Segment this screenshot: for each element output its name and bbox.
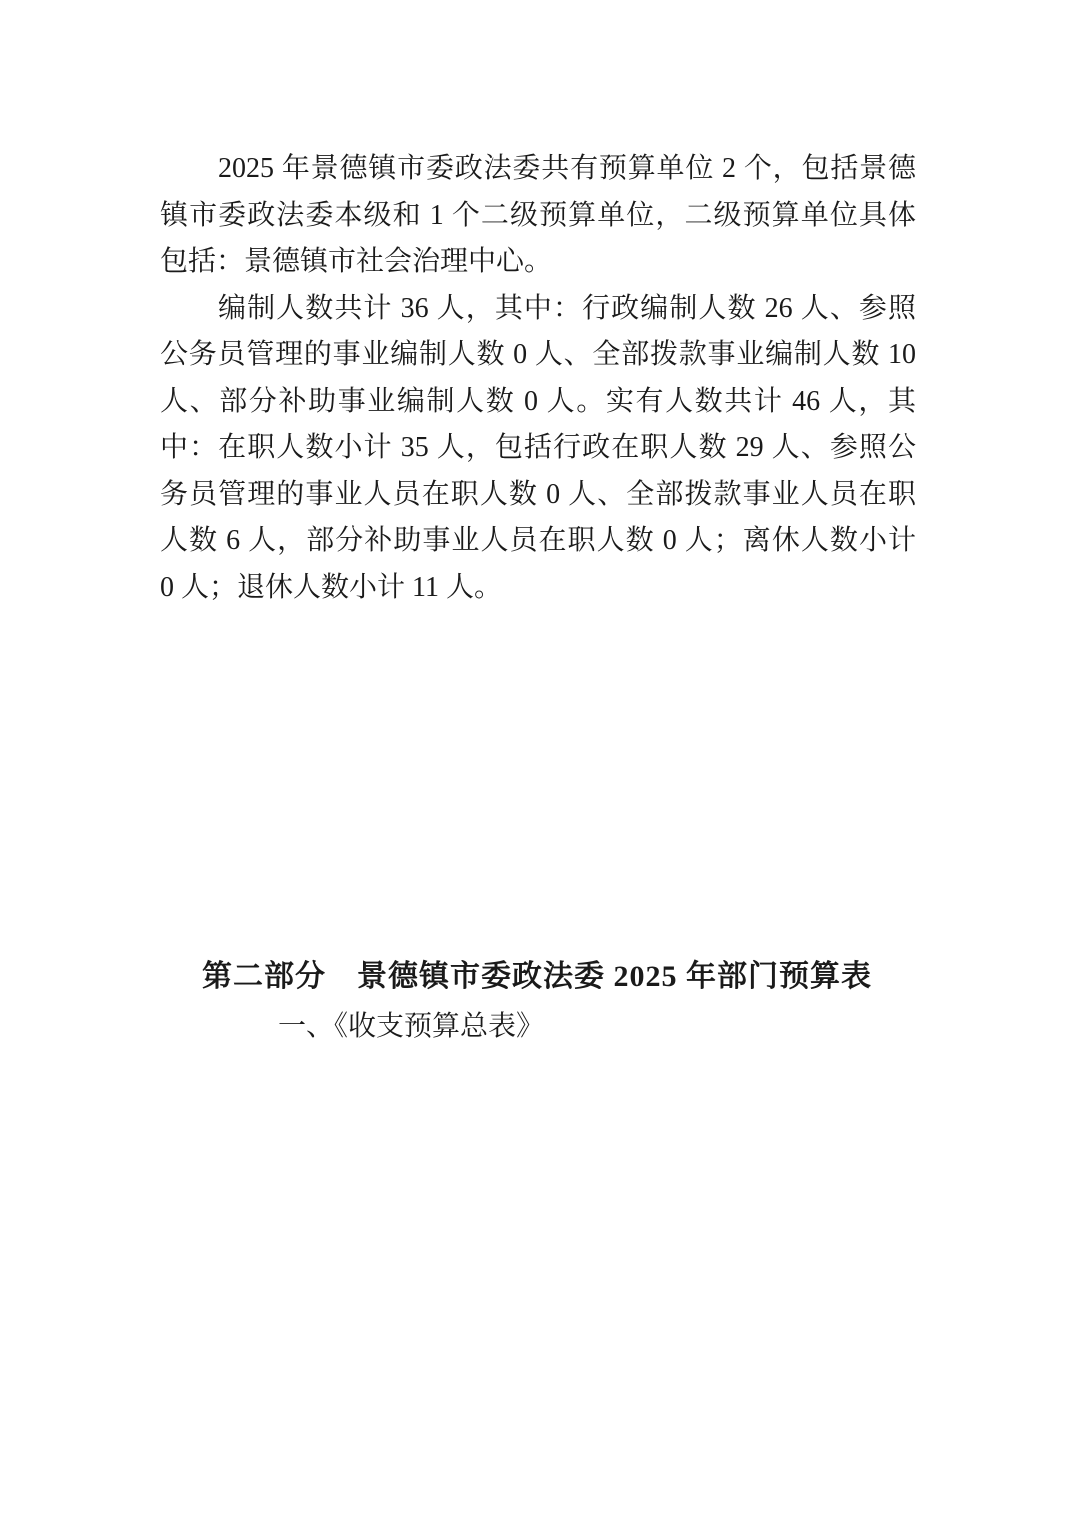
document-body: [160, 146, 916, 611]
body-line: 编制人数共计 36 人，其中：行政编制人数 26 人、参照: [218, 292, 916, 324]
table-list-item-1: 一、《收支预算总表》: [278, 1011, 545, 1042]
paragraph-budget-units: [160, 146, 916, 286]
body-line: 人数 6 人，部分补助事业人员在职人数 0 人；离休人数小计: [160, 525, 916, 556]
body-line: 2025 年景德镇市委政法委共有预算单位 2 个，包括景德: [218, 153, 916, 184]
body-line: 镇市委政法委本级和 1 个二级预算单位，二级预算单位具体: [160, 199, 916, 231]
body-line: 0 人；退休人数小计 11 人。: [160, 571, 502, 603]
body-line: 公务员管理的事业编制人数 0 人、全部拨款事业编制人数 10: [160, 339, 916, 370]
body-line: 中：在职人数小计 35 人，包括行政在职人数 29 人、参照公: [160, 432, 916, 463]
body-line: 包括：景德镇市社会治理中心。: [160, 246, 553, 277]
paragraph-staffing: [160, 286, 916, 612]
body-line: 人、部分补助事业编制人数 0 人。实有人数共计 46 人，其: [160, 385, 916, 417]
section-2-heading: 第二部分 景德镇市委政法委 2025 年部门预算表: [202, 960, 872, 993]
body-line: 务员管理的事业人员在职人数 0 人、全部拨款事业人员在职: [160, 478, 916, 510]
